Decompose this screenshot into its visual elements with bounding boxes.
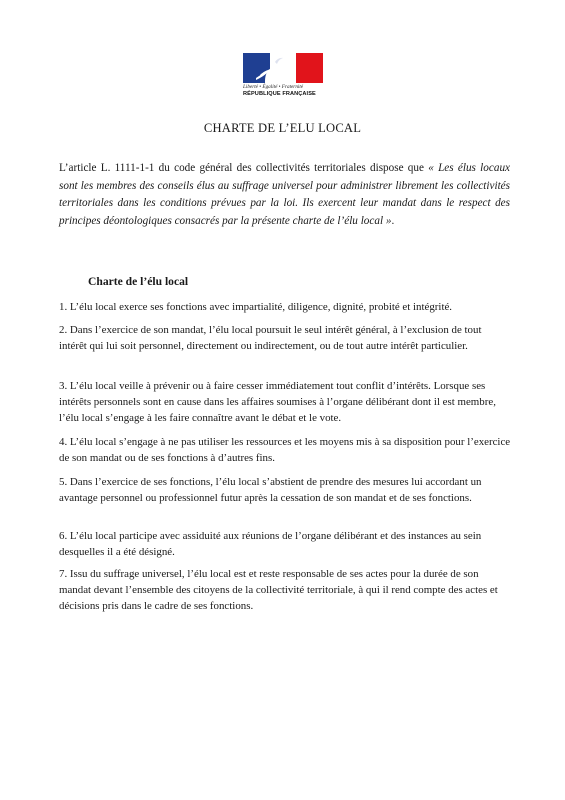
republique-francaise-logo <box>243 53 323 103</box>
charter-article-5: 5. Dans l’exercice de ses fonctions, l’élu local s’abstient de prendre des mesures lui accordant un avantage personnel ou professionnel futur après la cessation de son mandat et de ses fonctions. <box>59 476 482 505</box>
logo-republic-name: RÉPUBLIQUE FRANÇAISE <box>243 91 316 97</box>
charter-article-4: 4. L’élu local s’engage à ne pas utiliser les ressources et les moyens mis à sa disposition pour l’exercice de son mandat ou de ses fonctions à d’autres fins. <box>59 436 511 465</box>
charter-article-7: 7. Issu du suffrage universel, l’élu local est et reste responsable de ses actes pour la durée de son mandat devant l’ensemble des citoyens de la collectivité territoriale, à qui il rend compte des actes et décisions pris dans le cadre de ses fonctions. <box>59 568 498 613</box>
marianne-flag-icon <box>243 53 323 83</box>
charter-article-3: 3. L’élu local veille à prévenir ou à faire cesser immédiatement tout conflit d’intérêts. Lorsque ses intérêts personnels sont en cause dans les affaires soumises à l’organe délibérant dont il est membre, l’élu local s’engage à les faire connaître avant le débat et le vote. <box>59 380 496 425</box>
intro-quote: « Les élus locaux sont les membres des conseils élus au suffrage universel pour administrer librement les collectivités territoriales dans les conditions prévues par la loi. Ils exercent leur mandat dans le respect des principes déontologiques consacrés par la présente charte de l’élu local » <box>59 162 510 228</box>
charter-article-2: 2. Dans l’exercice de son mandat, l’élu local poursuit le seul intérêt général, à l’exclusion de tout intérêt qui lui soit personnel, directement ou indirectement, ou de tout autre intérêt particulier. <box>59 324 482 353</box>
charter-article-1: 1. L’élu local exerce ses fonctions avec impartialité, diligence, dignité, probité et intégrité. <box>59 301 453 313</box>
charter-article-6: 6. L’élu local participe avec assiduité aux réunions de l’organe délibérant et des instances au sein desquelles il a été désigné. <box>59 530 482 559</box>
intro-text: L’article L. 1111-1-1 du code général des collectivités territoriales dispose que <box>59 162 429 174</box>
charter-heading: Charte de l’élu local <box>88 275 189 288</box>
logo-motto: Liberté • Égalité • Fraternité <box>243 84 304 90</box>
intro-paragraph <box>59 160 510 231</box>
document-title: CHARTE DE L’ELU LOCAL <box>203 121 362 135</box>
intro-end: . <box>391 215 395 228</box>
